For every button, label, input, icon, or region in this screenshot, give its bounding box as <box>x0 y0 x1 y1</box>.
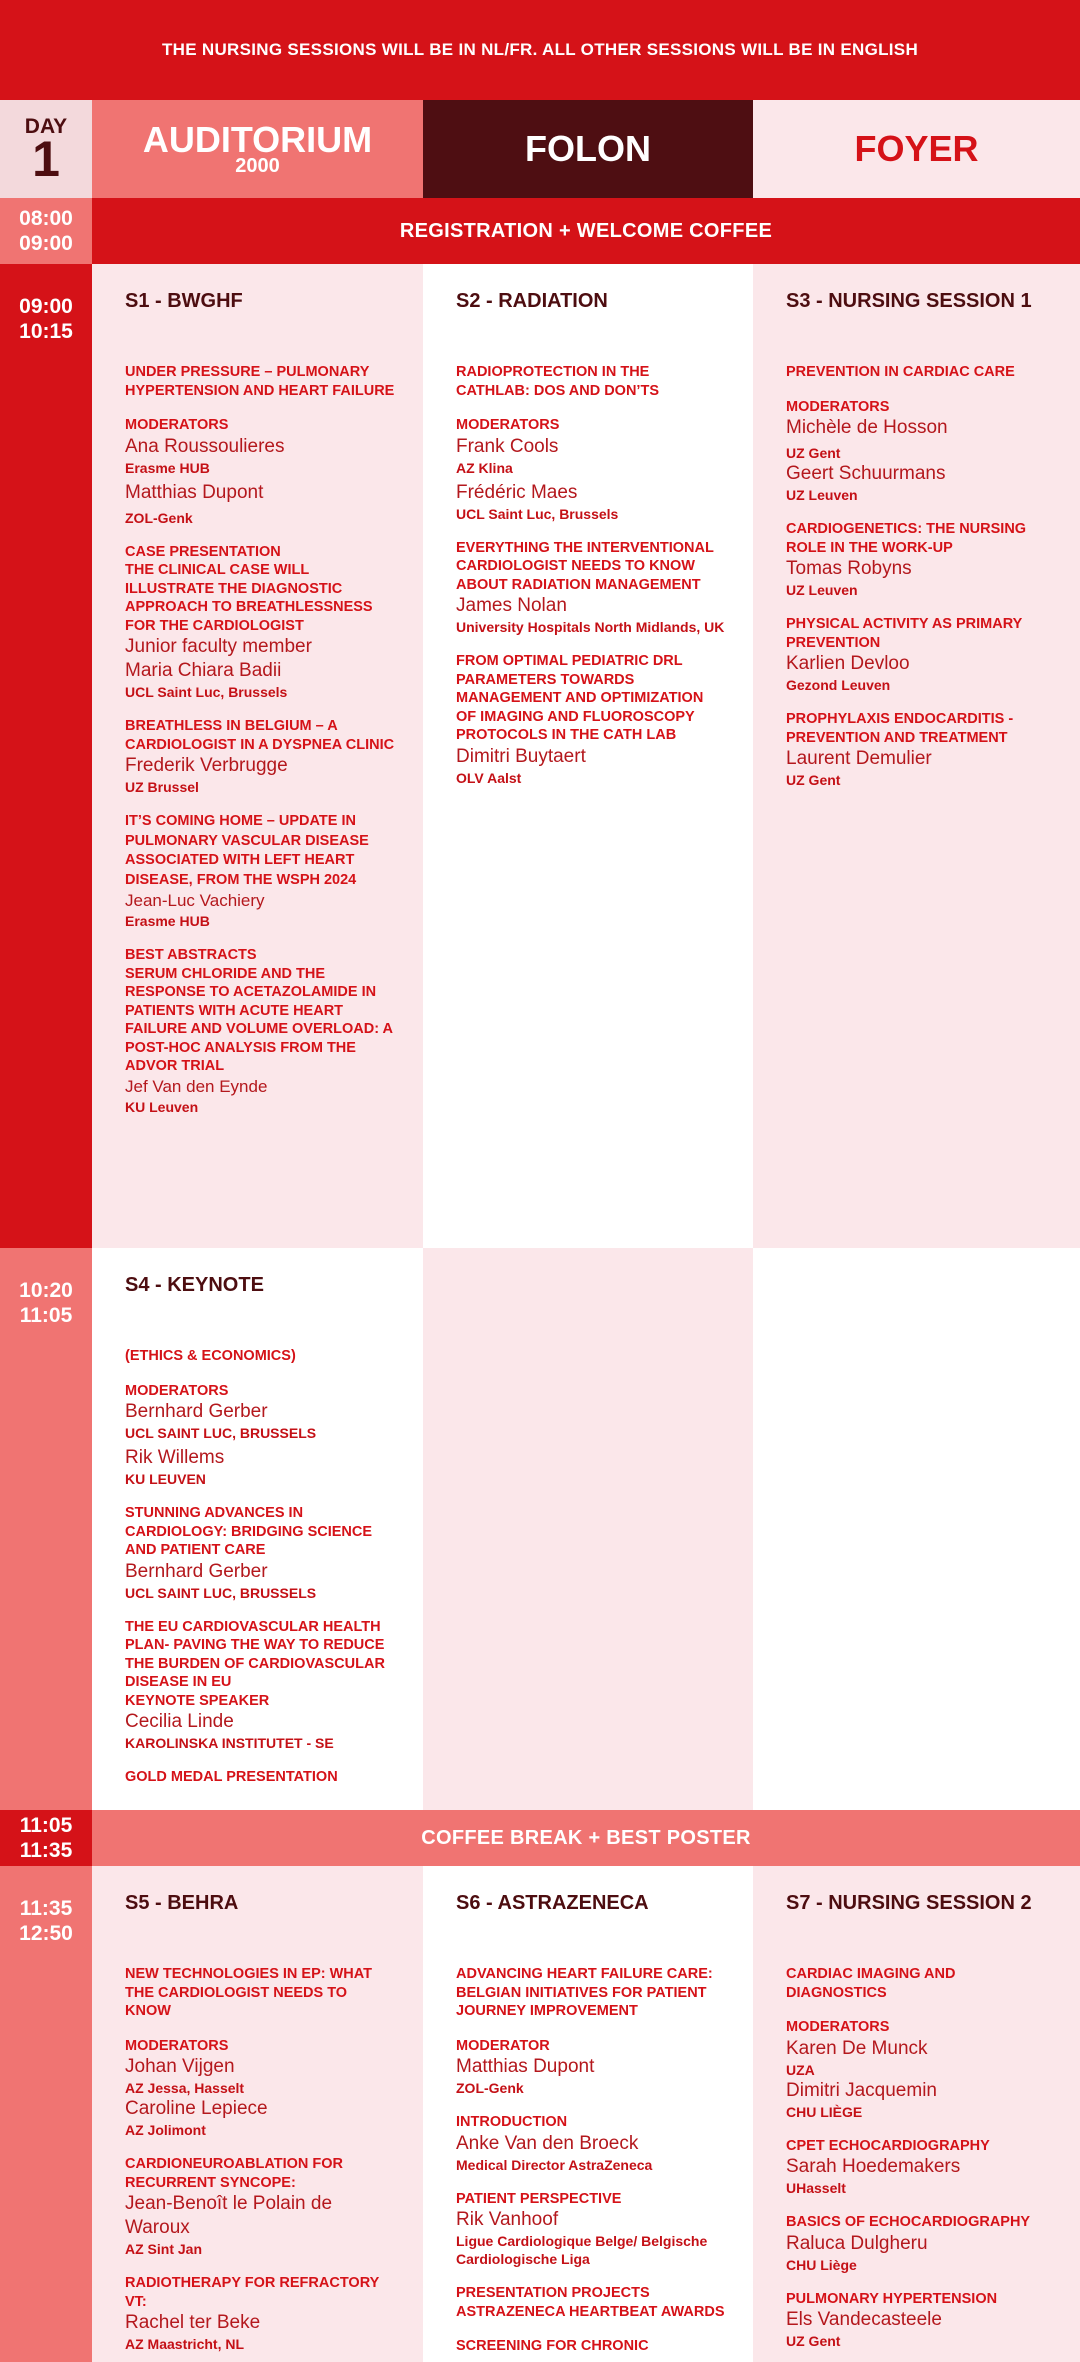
speaker-affiliation: KAROLINSKA INSTITUTET - SE <box>125 1735 334 1751</box>
talk-title: STUNNING ADVANCES IN CARDIOLOGY: BRIDGING SCIENCE AND PATIENT CARE <box>125 1505 373 1558</box>
session-topic: PREVENTION IN CARDIAC CARE <box>786 364 1015 380</box>
time-end: 09:00 <box>19 232 73 255</box>
moderator-name: Frédéric Maes <box>456 481 578 503</box>
coffee-break-bar: COFFEE BREAK + BEST POSTER <box>92 1810 1080 1866</box>
session-title: S4 - KEYNOTE <box>125 1274 264 1296</box>
speaker-affiliation: UHasselt <box>786 2180 846 2196</box>
speaker-name: Rachel ter Beke <box>125 2312 261 2333</box>
session-topic: ADVANCING HEART FAILURE CARE: BELGIAN INITIATIVES FOR PATIENT JOURNEY IMPROVEMENT <box>456 1966 713 2019</box>
room-auditorium-name: AUDITORIUM <box>142 119 373 160</box>
speaker-name: Jean-Luc Vachiery <box>125 891 265 910</box>
speaker-name: Cecilia Linde <box>125 1711 234 1732</box>
day-label <box>0 100 92 198</box>
moderator-label: MODERATOR <box>456 2037 550 2054</box>
day-text: DAY <box>24 115 68 138</box>
introduction-label: INTRODUCTION <box>456 2114 568 2130</box>
speaker-affiliation: Ligue Cardiologique Belge/ Belgische Cardiologische Liga <box>456 2233 708 2267</box>
moderator-name: Matthias Dupont <box>125 481 264 503</box>
speaker-affiliation: AZ Sint Jan <box>125 2241 203 2257</box>
speaker-affiliation: UZ Gent <box>786 772 841 788</box>
speaker-affiliation: University Hospitals North Midlands, UK <box>456 619 725 635</box>
speaker-name: Maria Chiara Badii <box>125 660 282 681</box>
moderator-affiliation: KU LEUVEN <box>125 1471 206 1487</box>
session-title: S7 - NURSING SESSION 2 <box>786 1892 1032 1914</box>
time-end: 10:15 <box>19 320 73 343</box>
time-coffee <box>0 1810 92 1866</box>
time-block-3 <box>0 1866 92 2362</box>
moderators-label: MODERATORS <box>456 417 560 433</box>
speaker-name: Jef Van den Eynde <box>125 1076 268 1096</box>
talk-title: CARDIOGENETICS: THE NURSING ROLE IN THE WORK-UP <box>786 521 1027 556</box>
talk-title: BASICS OF ECHOCARDIOGRAPHY <box>786 2214 1031 2230</box>
talk-title: IT’S COMING HOME – UPDATE IN PULMONARY VASCULAR DISEASE ASSOCIATED WITH LEFT HEART DISEASE, FROM THE WSPH 2024 <box>125 813 369 888</box>
talk-title: EVERYTHING THE INTERVENTIONAL CARDIOLOGIST NEEDS TO KNOW ABOUT RADIATION MANAGEMENT <box>456 539 714 593</box>
speaker-name: Tomas Robyns <box>786 558 912 579</box>
session-s1 <box>92 264 423 1248</box>
talk-title: PHYSICAL ACTIVITY AS PRIMARY PREVENTION <box>786 616 1023 651</box>
session-topic: NEW TECHNOLOGIES IN EP: WHAT THE CARDIOLOGIST NEEDS TO KNOW <box>125 1966 373 2019</box>
speaker-affiliation: AZ Maastricht, NL <box>125 2336 245 2352</box>
moderators-label: MODERATORS <box>786 2019 890 2035</box>
speaker-name: James Nolan <box>456 595 567 616</box>
speaker-affiliation: UZ Brussel <box>125 779 199 795</box>
talk-title: PRESENTATION PROJECTS ASTRAZENECA HEARTBEAT AWARDS <box>456 2285 725 2320</box>
moderator-name: Ana Roussoulieres <box>125 435 285 457</box>
best-abstracts-label: BEST ABSTRACTS <box>125 947 257 963</box>
speaker-name: Junior faculty member <box>125 636 312 657</box>
talk-title: CPET ECHOCARDIOGRAPHY <box>786 2137 990 2154</box>
talk-title: CARDIONEUROABLATION FOR RECURRENT SYNCOPE: <box>125 2156 344 2191</box>
moderator-name: Michèle de Hosson <box>786 417 948 438</box>
talk-title: SCREENING FOR CHRONIC <box>456 2338 649 2354</box>
speaker-affiliation: KU Leuven <box>125 1098 199 1115</box>
talk-title: PROPHYLAXIS ENDOCARDITIS - PREVENTION AND TREATMENT <box>786 711 1014 746</box>
session-title: S2 - RADIATION <box>456 290 608 312</box>
moderator-name: Johan Vijgen <box>125 2056 235 2077</box>
time-end: 11:35 <box>19 1839 73 1862</box>
moderator-affiliation: Erasme HUB <box>125 459 210 476</box>
speaker-affiliation: Gezond Leuven <box>786 677 891 693</box>
foyer-empty-slot <box>753 1248 1080 1810</box>
moderator-affiliation: AZ Jolimont <box>125 2122 206 2138</box>
speaker-name: Rik Vanhoof <box>456 2209 559 2230</box>
talk-title: BREATHLESS IN BELGIUM – A CARDIOLOGIST IN A DYSPNEA CLINIC <box>125 718 395 753</box>
time-registration <box>0 198 92 264</box>
speaker-name: Karlien Devloo <box>786 653 910 674</box>
speaker-affiliation: OLV Aalst <box>456 769 522 786</box>
speaker-name: Dimitri Buytaert <box>456 745 586 767</box>
session-title: S6 - ASTRAZENECA <box>456 1892 649 1914</box>
speaker-affiliation: CHU Liège <box>786 2256 857 2273</box>
keynote-label: KEYNOTE SPEAKER <box>125 1692 270 1709</box>
speaker-name: Raluca Dulgheru <box>786 2232 928 2254</box>
session-s6 <box>423 1866 753 2362</box>
time-block-1 <box>0 264 92 1248</box>
speaker-affiliation: UZ Leuven <box>786 582 858 598</box>
speaker-name: Frederik Verbrugge <box>125 755 288 776</box>
moderators-label: MODERATORS <box>125 417 229 433</box>
talk-title: SERUM CHLORIDE AND THE RESPONSE TO ACETAZOLAMIDE IN PATIENTS WITH ACUTE HEART FAILURE AND VOLUME OVERLOAD: A POST-HOC ANALYSIS FROM THE ADVOR TRIAL <box>125 965 393 1074</box>
registration-bar: REGISTRATION + WELCOME COFFEE <box>92 198 1080 264</box>
session-topic: CARDIAC IMAGING AND DIAGNOSTICS <box>786 1966 956 2001</box>
talk-title: RADIOTHERAPY FOR REFRACTORY VT: <box>125 2275 380 2310</box>
moderator-name: Geert Schuurmans <box>786 463 946 484</box>
moderator-affiliation: UZ Gent <box>786 445 841 461</box>
time-start: 10:20 <box>19 1279 73 1302</box>
language-banner: THE NURSING SESSIONS WILL BE IN NL/FR. ALL OTHER SESSIONS WILL BE IN ENGLISH <box>0 0 1080 100</box>
speaker-name: Jean-Benoît le Polain de Waroux <box>125 2193 333 2238</box>
time-start: 09:00 <box>19 295 73 318</box>
speaker-affiliation: UZ Gent <box>786 2333 841 2349</box>
room-auditorium-header <box>92 100 423 198</box>
moderator-name: Caroline Lepiece <box>125 2098 268 2119</box>
speaker-name: Laurent Demulier <box>786 748 932 769</box>
session-title: S5 - BEHRA <box>125 1892 239 1914</box>
speaker-name: Sarah Hoedemakers <box>786 2156 961 2177</box>
time-start: 11:35 <box>19 1897 73 1920</box>
session-topic: UNDER PRESSURE – PULMONARY HYPERTENSION AND HEART FAILURE <box>125 364 395 399</box>
speaker-name: Anke Van den Broeck <box>456 2132 639 2154</box>
case-label: CASE PRESENTATION <box>125 543 281 560</box>
session-s7 <box>753 1866 1080 2362</box>
speaker-affiliation: Medical Director AstraZeneca <box>456 2156 653 2173</box>
moderator-name: Frank Cools <box>456 435 559 457</box>
patient-perspective-label: PATIENT PERSPECTIVE <box>456 2190 622 2207</box>
session-s2 <box>423 264 753 1248</box>
moderator-affiliation: UZ Leuven <box>786 487 858 503</box>
moderator-affiliation: UCL Saint Luc, Brussels <box>456 505 619 522</box>
session-title: S3 - NURSING SESSION 1 <box>786 290 1032 312</box>
moderator-affiliation: ZOL-Genk <box>125 509 193 526</box>
moderator-name: Dimitri Jacquemin <box>786 2079 937 2101</box>
moderator-affiliation: UCL SAINT LUC, BRUSSELS <box>125 1425 317 1441</box>
room-auditorium-sub: 2000 <box>235 155 280 177</box>
time-block-2 <box>0 1248 92 1810</box>
speaker-affiliation: UCL Saint Luc, Brussels <box>125 684 288 700</box>
session-s5 <box>92 1866 423 2362</box>
session-s3 <box>753 264 1080 1248</box>
session-topic: RADIOPROTECTION IN THE CATHLAB: DOS AND DON’TS <box>456 364 659 399</box>
session-title: S1 - BWGHF <box>125 290 243 312</box>
speaker-affiliation: UCL SAINT LUC, BRUSSELS <box>125 1584 317 1601</box>
moderator-name: Matthias Dupont <box>456 2056 595 2077</box>
moderators-label: MODERATORS <box>125 1382 229 1399</box>
talk-title: PULMONARY HYPERTENSION <box>786 2290 998 2307</box>
day-number: 1 <box>32 131 60 187</box>
moderator-affiliation: CHU LIÈGE <box>786 2103 863 2120</box>
talk-title: GOLD MEDAL PRESENTATION <box>125 1769 338 1785</box>
talk-title: FROM OPTIMAL PEDIATRIC DRL PARAMETERS TOWARDS MANAGEMENT AND OPTIMIZATION OF IMAGING AND FLUOROSCOPY PROTOCOLS IN THE CATH LAB <box>456 653 704 743</box>
moderator-affiliation: UZA <box>786 2061 815 2078</box>
moderator-name: Rik Willems <box>125 1447 225 1468</box>
speaker-name: Els Vandecasteele <box>786 2309 942 2330</box>
moderator-affiliation: AZ Jessa, Hasselt <box>125 2080 245 2096</box>
speaker-affiliation: Erasme HUB <box>125 913 210 929</box>
speaker-name: Bernhard Gerber <box>125 1560 268 1582</box>
moderators-label: MODERATORS <box>125 2037 229 2054</box>
session-s4 <box>92 1248 423 1810</box>
time-end: 11:05 <box>19 1304 73 1327</box>
room-foyer-header: FOYER <box>753 100 1080 198</box>
folon-empty-slot <box>423 1248 753 1810</box>
time-start: 11:05 <box>19 1814 73 1837</box>
moderator-affiliation: AZ Klina <box>456 459 513 476</box>
moderator-affiliation: ZOL-Genk <box>456 2080 524 2096</box>
talk-title: THE EU CARDIOVASCULAR HEALTH PLAN- PAVING THE WAY TO REDUCE THE BURDEN OF CARDIOVASCULAR DISEASE IN EU <box>125 1618 385 1690</box>
time-start: 08:00 <box>19 207 73 230</box>
talk-title: THE CLINICAL CASE WILL ILLUSTRATE THE DIAGNOSTIC APPROACH TO BREATHLESSNESS FOR THE CARDIOLOGIST <box>125 562 373 634</box>
moderators-label: MODERATORS <box>786 398 890 415</box>
moderator-name: Bernhard Gerber <box>125 1401 268 1422</box>
session-topic: (ETHICS & ECONOMICS) <box>125 1348 296 1364</box>
time-end: 12:50 <box>19 1922 73 1945</box>
moderator-name: Karen De Munck <box>786 2037 928 2059</box>
room-folon-header: FOLON <box>423 100 753 198</box>
